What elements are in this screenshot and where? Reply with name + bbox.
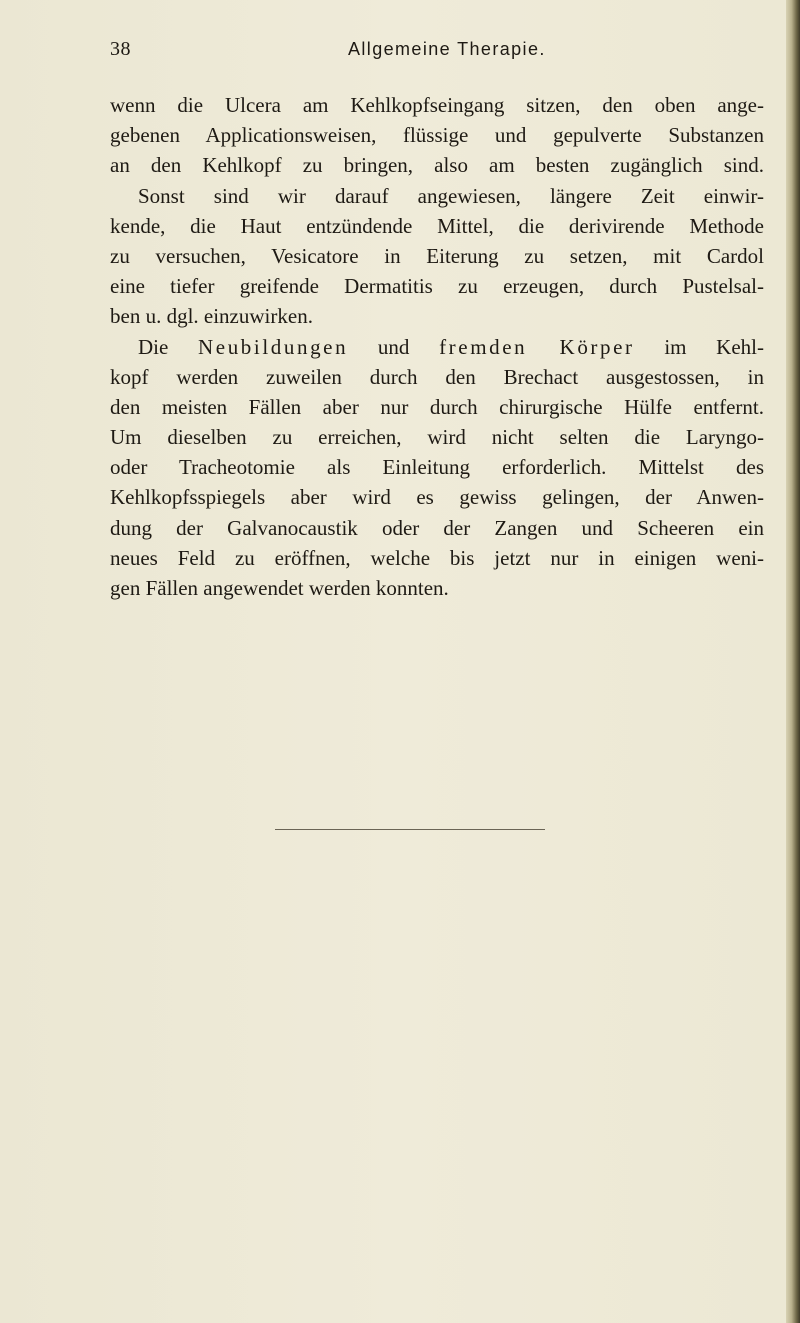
page-header	[110, 38, 750, 64]
page-number: 38	[110, 38, 131, 60]
running-head: Allgemeine Therapie.	[348, 39, 546, 59]
page-edge-shadow	[786, 0, 800, 1323]
emphasis-term: Neubildungen	[198, 334, 349, 359]
text-line-emphasis	[110, 332, 764, 362]
text-run: im Kehl-	[634, 334, 764, 359]
text-line: an den Kehlkopf zu bringen, also am besten zugänglich sind.	[110, 153, 764, 178]
text-line: Kehlkopfsspiegels aber wird es gewiss gelingen, der Anwen-	[110, 485, 764, 510]
text-run: und	[348, 334, 440, 359]
body-text	[110, 90, 764, 603]
text-run: Die	[138, 334, 199, 359]
emphasis-term: fremden Körper	[439, 334, 635, 359]
text-line: zu versuchen, Vesicatore in Eiterung zu setzen, mit Cardol	[110, 243, 764, 268]
text-line: oder Tracheotomie als Einleitung erforderlich. Mittelst des	[110, 455, 764, 480]
text-line: ben u. dgl. einzuwirken.	[110, 304, 313, 329]
text-line: Um dieselben zu erreichen, wird nicht selten die Laryngo-	[110, 425, 764, 450]
text-line: Sonst sind wir darauf angewiesen, längere Zeit einwir-	[138, 183, 764, 208]
text-line: neues Feld zu eröffnen, welche bis jetzt nur in einigen weni-	[110, 545, 764, 570]
text-line: wenn die Ulcera am Kehlkopfseingang sitzen, den oben ange-	[110, 93, 764, 117]
text-line: gebenen Applicationsweisen, flüssige und gepulverte Substanzen	[110, 123, 764, 148]
text-line: gen Fällen angewendet werden konnten.	[110, 576, 449, 600]
section-divider	[275, 829, 545, 830]
text-line: eine tiefer greifende Dermatitis zu erzeugen, durch Pustelsal-	[110, 274, 764, 299]
text-line: dung der Galvanocaustik oder der Zangen und Scheeren ein	[110, 515, 764, 540]
text-line: kende, die Haut entzündende Mittel, die derivirende Methode	[110, 213, 764, 238]
text-line: den meisten Fällen aber nur durch chirurgische Hülfe entfernt.	[110, 394, 764, 419]
text-line: kopf werden zuweilen durch den Brechact ausgestossen, in	[110, 364, 764, 389]
